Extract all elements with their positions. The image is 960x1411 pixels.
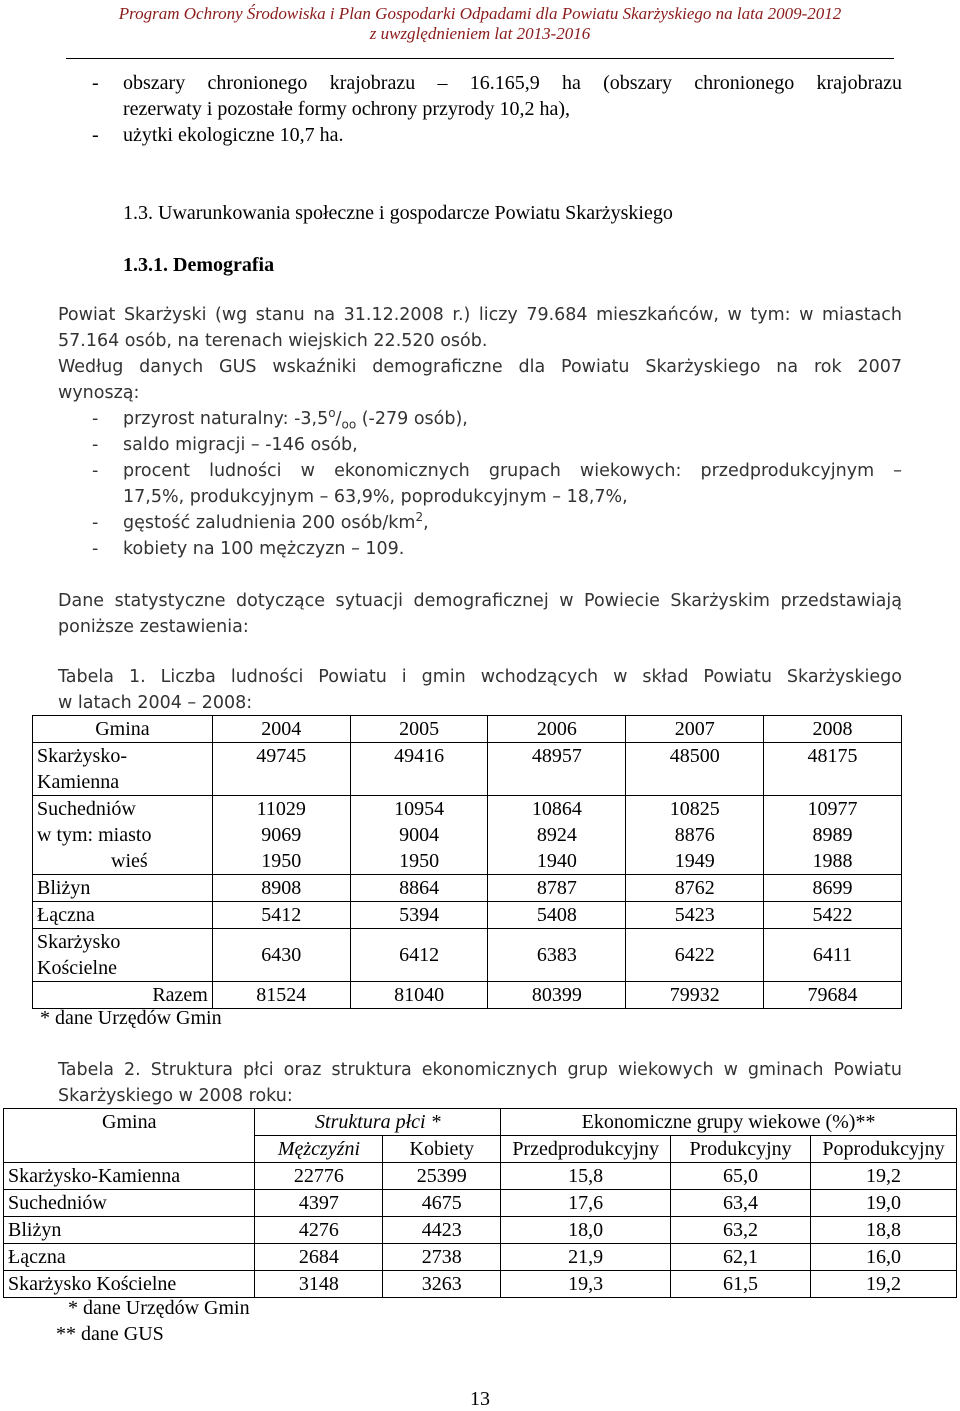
list-dash: - <box>92 72 99 94</box>
table-row: Skarżysko Kościelne 6430 6412 6383 6422 6411 <box>33 929 902 982</box>
header-line-1: Program Ochrony Środowiska i Plan Gospodarki Odpadami dla Powiatu Skarżyskiego na lata 2009-2012 <box>118 4 842 23</box>
table2-caption: Tabela 2. Struktura płci oraz struktura ekonomicznych grup wiekowych w gminach Powiatu Skarżyskiego w 2008 roku: <box>58 1060 902 1106</box>
indicator-migration: saldo migracji – -146 osób, <box>123 435 358 455</box>
table-row: Skarżysko- Kamienna 49745 49416 48957 48500 48175 <box>33 743 902 796</box>
table-row: Suchedniów w tym: miasto wieś 11029 9069 1950 10954 9004 1950 10864 8924 1940 10825 8876 1949 10977 8989 1988 <box>33 796 902 875</box>
subsection-title: 1.3.1. Demografia <box>123 254 275 276</box>
indicator-age-groups: procent ludności w ekonomicznych grupach wiekowych: przedprodukcyjnym – 17,5%, produkcyjnym – 63,9%, poprodukcyjnym – 18,7%, <box>123 461 902 507</box>
running-header <box>0 4 960 44</box>
header-line-2: z uwzględnieniem lat 2013-2016 <box>369 24 591 43</box>
list-item: obszary chronionego krajobrazu – 16.165,9 ha (obszary chronionego krajobrazu rezerwaty i pozostałe formy ochrony przyrody 10,2 ha), <box>123 72 902 120</box>
page-number: 13 <box>470 1388 490 1410</box>
paragraph-indicators: Według danych GUS wskaźniki demograficzne dla Powiatu Skarżyskiego na rok 2007 wynoszą: <box>58 357 902 403</box>
indicator-gender-ratio: kobiety na 100 mężczyzn – 109. <box>123 539 405 559</box>
table2-footnote-gmin: * dane Urzędów Gmin <box>68 1297 250 1319</box>
table-subheader-row: Mężczyźni Kobiety Przedprodukcyjny Produkcyjny Poprodukcyjny <box>4 1136 957 1163</box>
paragraph-statistics: Dane statystyczne dotyczące sytuacji demograficznej w Powiecie Skarżyskim przedstawiają poniższe zestawienia: <box>58 591 902 637</box>
paragraph-population: Powiat Skarżyski (wg stanu na 31.12.2008 r.) liczy 79.684 mieszkańców, w tym: w miastach 57.164 osób, na terenach wiejskich 22.520 osób. <box>58 305 902 351</box>
table-row: Skarżysko-Kamienna 22776 25399 15,8 65,0 19,2 <box>4 1163 957 1190</box>
table-header-row: Gmina 2004 2005 2006 2007 2008 <box>33 716 902 743</box>
table-header-row: Gmina Struktura płci * Ekonomiczne grupy wiekowe (%)** <box>4 1109 957 1136</box>
list-dash: - <box>92 124 99 146</box>
indicator-density: gęstość zaludnienia 200 osób/$km^2$, <box>123 510 429 533</box>
table-row: Bliżyn 8908 8864 8787 8762 8699 <box>33 875 902 902</box>
header-rule <box>66 58 894 59</box>
table1-footnote: * dane Urzędów Gmin <box>40 1007 222 1029</box>
table-row: Bliżyn 4276 4423 18,0 63,2 18,8 <box>4 1217 957 1244</box>
indicator-natural-growth: przyrost naturalny: $-3,5^o/_{oo}$ (-279 osób), <box>123 406 468 432</box>
section-title: 1.3. Uwarunkowania społeczne i gospodarcze Powiatu Skarżyskiego <box>123 202 673 224</box>
table-total-row: Razem 81524 81040 80399 79932 79684 <box>33 982 902 1009</box>
population-table <box>32 715 902 1009</box>
table-row: Łączna 5412 5394 5408 5423 5422 <box>33 902 902 929</box>
table2-footnote-gus: ** dane GUS <box>56 1323 164 1345</box>
table-row: Suchedniów 4397 4675 17,6 63,4 19,0 <box>4 1190 957 1217</box>
list-item: użytki ekologiczne 10,7 ha. <box>123 124 344 146</box>
table1-caption: Tabela 1. Liczba ludności Powiatu i gmin wchodzących w skład Powiatu Skarżyskiego w latach 2004 – 2008: <box>58 667 902 713</box>
table-row: Łączna 2684 2738 21,9 62,1 16,0 <box>4 1244 957 1271</box>
table-row: Skarżysko Kościelne 3148 3263 19,3 61,5 19,2 <box>4 1271 957 1298</box>
structure-table <box>3 1108 957 1298</box>
